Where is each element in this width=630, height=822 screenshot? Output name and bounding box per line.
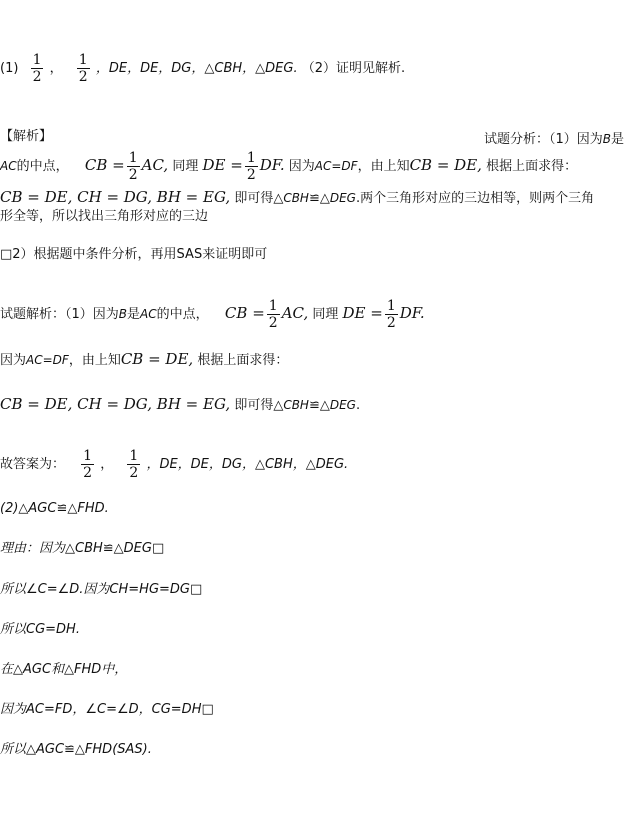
solution-text: 是 bbox=[127, 307, 141, 322]
solution-line-3 bbox=[0, 395, 360, 415]
fraction-numerator: 1 bbox=[32, 52, 42, 68]
analysis-text: 因为 bbox=[288, 159, 315, 174]
fraction-denominator: 2 bbox=[32, 69, 42, 85]
analysis-heading bbox=[0, 128, 52, 146]
proof-line-3 bbox=[0, 581, 202, 599]
fraction-denominator: 2 bbox=[268, 315, 278, 331]
analysis-line-4 bbox=[0, 208, 208, 226]
equation-de: DE = bbox=[202, 156, 243, 174]
solution-text: 的中点， bbox=[156, 307, 209, 322]
equation-ac: AC, bbox=[281, 304, 309, 322]
triangle-deg: DEG bbox=[329, 191, 356, 205]
analysis-intro-text-2: 是 bbox=[610, 132, 624, 147]
fraction-denominator: 2 bbox=[83, 465, 93, 481]
solution-text: 即可得△ bbox=[234, 398, 284, 413]
analysis-intro-text: 试题分析：（1）因为 bbox=[483, 132, 603, 147]
analysis-text: 的中点， bbox=[16, 159, 69, 174]
solution-text: 根据上面求得： bbox=[197, 353, 289, 368]
proof-text: 所以∠C=∠D.因为CH=HG=DG□ bbox=[0, 582, 203, 597]
solution-line-1 bbox=[0, 298, 425, 331]
answer-separator: ， bbox=[100, 457, 114, 472]
fraction-denominator: 2 bbox=[129, 465, 139, 481]
solution-text: 试题解析：（1）因为 bbox=[0, 307, 119, 322]
solution-text: 因为 bbox=[0, 353, 27, 368]
proof-line-2 bbox=[0, 540, 164, 558]
fraction-denominator: 2 bbox=[78, 69, 88, 85]
proof-line-7 bbox=[0, 741, 152, 759]
congruence-symbol: ≌△ bbox=[308, 191, 330, 206]
proof-text: 所以△AGC≌△FHD(SAS). bbox=[0, 742, 152, 757]
answer-fraction-2 bbox=[127, 448, 140, 481]
equation-ac-df: AC=DF bbox=[26, 353, 69, 367]
analysis-point-b: B bbox=[602, 132, 611, 146]
fraction-numerator: 1 bbox=[83, 448, 93, 464]
fraction-numerator: 1 bbox=[78, 52, 88, 68]
proof-text: 在△AGC和△FHD中， bbox=[0, 662, 128, 677]
answer-fraction-2 bbox=[77, 52, 90, 85]
equation-cb: CB = bbox=[84, 156, 125, 174]
analysis-text: 根据上面求得： bbox=[486, 159, 578, 174]
fraction-numerator: 1 bbox=[386, 298, 396, 314]
analysis-line-5 bbox=[0, 246, 267, 264]
fraction-numerator: 1 bbox=[268, 298, 278, 314]
fraction-denominator: 2 bbox=[128, 167, 138, 183]
equation-ac-df: AC=DF bbox=[314, 159, 358, 173]
solution-answer-line bbox=[0, 448, 348, 481]
solution-line-2 bbox=[0, 350, 288, 370]
analysis-text: 形全等，所以找出三角形对应的三边 bbox=[0, 209, 209, 224]
proof-text: 因为AC=FD，∠C=∠D，CG=DH□ bbox=[0, 702, 214, 717]
proof-line-6 bbox=[0, 701, 214, 719]
equation-congruence-sides: CB = DE, CH = DG, BH = EG, bbox=[0, 188, 231, 206]
congruence-symbol: ≌△ bbox=[308, 398, 330, 413]
proof-line-4 bbox=[0, 621, 80, 639]
segment-ac: AC bbox=[0, 159, 17, 173]
equation-de: DE = bbox=[342, 304, 383, 322]
proof-text: 理由：因为△CBH≌△DEG□ bbox=[0, 541, 165, 556]
analysis-heading-text: 【解析】 bbox=[0, 129, 53, 144]
analysis-text: ，由上知 bbox=[357, 159, 410, 174]
analysis-line-2 bbox=[0, 150, 577, 183]
analysis-text: .两个三角形对应的三边相等，则两个三角 bbox=[355, 191, 595, 206]
equation-ac: AC, bbox=[141, 156, 169, 174]
equation-df: DF. bbox=[259, 156, 285, 174]
fraction-numerator: 1 bbox=[128, 150, 138, 166]
fraction-denominator: 2 bbox=[246, 167, 256, 183]
answer-summary-line bbox=[0, 52, 405, 85]
analysis-text: 即可得△ bbox=[234, 191, 284, 206]
answer-prefix: 故答案为： bbox=[0, 457, 66, 472]
proof-text: 所以CG=DH. bbox=[0, 622, 80, 637]
triangle-cbh: CBH bbox=[283, 398, 309, 412]
analysis-line-3 bbox=[0, 188, 594, 208]
analysis-intro-right bbox=[484, 128, 624, 147]
solution-text: ，由上知 bbox=[68, 353, 121, 368]
proof-text: (2)△AGC≌△FHD. bbox=[0, 501, 109, 516]
triangle-deg: DEG bbox=[329, 398, 356, 412]
fraction-half bbox=[385, 298, 398, 331]
fraction-denominator: 2 bbox=[386, 315, 396, 331]
fraction-numerator: 1 bbox=[246, 150, 256, 166]
answer-part2: （2）证明见解析. bbox=[301, 61, 406, 76]
answer-items: ，DE，DE，DG，△CBH，△DEG. bbox=[146, 457, 349, 472]
fraction-numerator: 1 bbox=[129, 448, 139, 464]
fraction-half bbox=[245, 150, 258, 183]
analysis-text: □2）根据题中条件分析，再用SAS来证明即可 bbox=[0, 247, 268, 262]
proof-line-1 bbox=[0, 500, 109, 518]
equation-cb: CB = bbox=[224, 304, 265, 322]
triangle-cbh: CBH bbox=[283, 191, 309, 205]
point-b: B bbox=[118, 307, 128, 321]
fraction-half bbox=[127, 150, 140, 183]
proof-line-5 bbox=[0, 661, 127, 679]
answer-fraction-1 bbox=[81, 448, 94, 481]
segment-ac: AC bbox=[140, 307, 157, 321]
solution-text: . bbox=[355, 398, 361, 413]
equation-cb-de: CB = DE, bbox=[120, 350, 194, 368]
equation-df: DF. bbox=[399, 304, 425, 322]
solution-text: 同理 bbox=[312, 307, 339, 322]
fraction-half bbox=[267, 298, 280, 331]
answer-items: ，DE，DE，DG，△CBH，△DEG. bbox=[95, 61, 298, 76]
equation-cb-de: CB = DE, bbox=[409, 156, 482, 174]
answer-fraction-1 bbox=[31, 52, 44, 85]
analysis-text: 同理 bbox=[172, 159, 199, 174]
answer-separator: ， bbox=[49, 61, 63, 76]
equation-congruence-sides: CB = DE, CH = DG, BH = EG, bbox=[0, 395, 231, 413]
answer-prefix: (1) bbox=[0, 61, 19, 76]
